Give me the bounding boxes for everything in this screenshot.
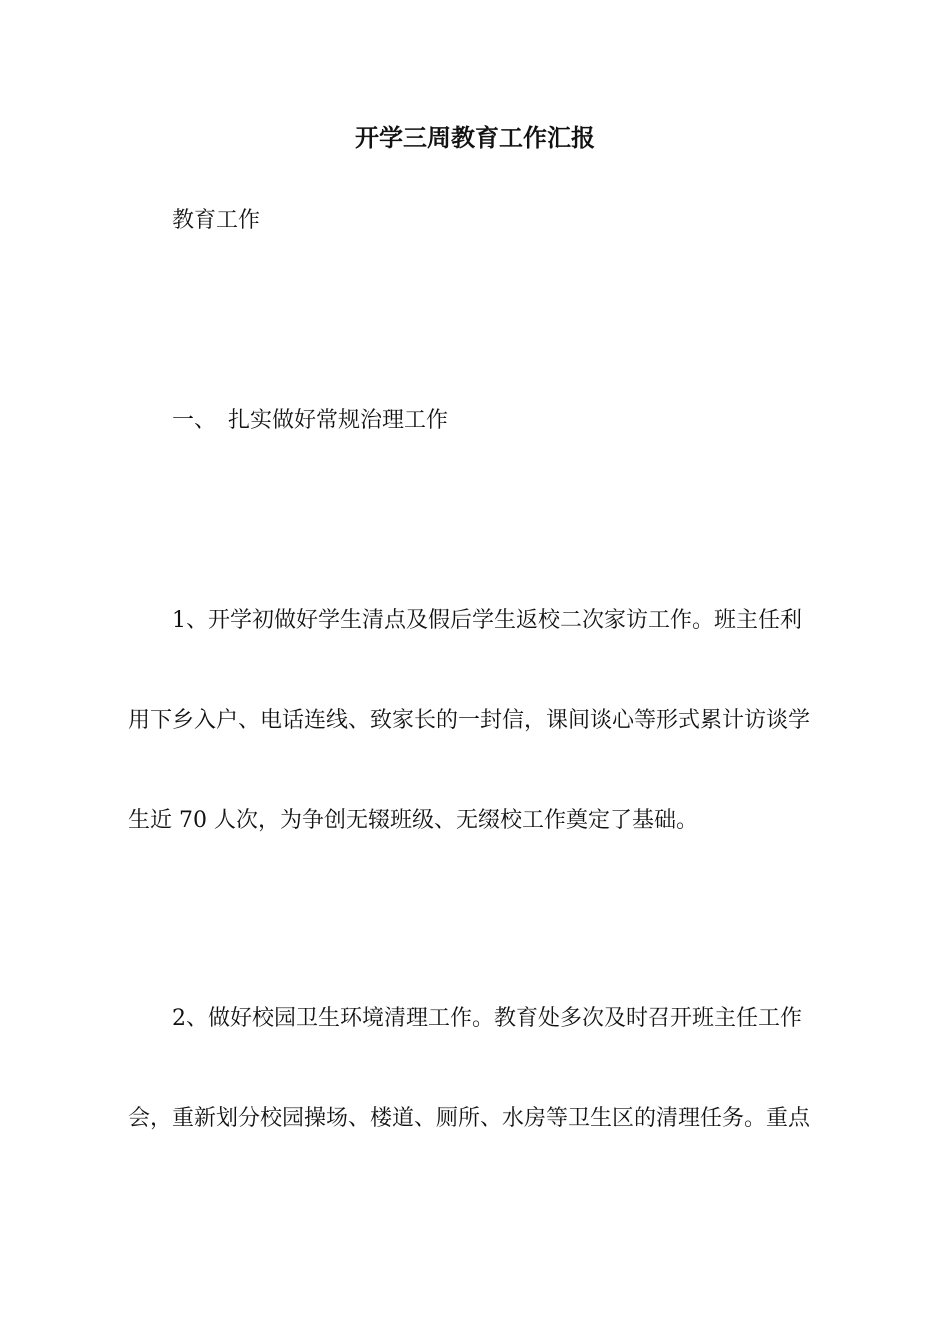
paragraph-line: 用下乡入户、电话连线、致家长的一封信，课间谈心等形式累计访谈学 [128, 708, 811, 733]
paragraph-line: 1、开学初做好学生清点及假后学生返校二次家访工作。班主任利 [172, 608, 802, 633]
paragraph-line: 会，重新划分校园操场、楼道、厕所、水房等卫生区的清理任务。重点 [128, 1106, 811, 1131]
paragraph-line: 2、做好校园卫生环境清理工作。教育处多次及时召开班主任工作 [172, 1006, 802, 1031]
heading-one [172, 406, 872, 436]
document-title: 开学三周教育工作汇报 [355, 124, 595, 152]
heading-one-number: 一、 [172, 408, 217, 433]
heading-one-text: 扎实做好常规治理工作 [228, 408, 449, 433]
paragraph-line: 生近 70 人次，为争创无辍班级、无缀校工作奠定了基础。 [128, 808, 698, 833]
section-label: 教育工作 [172, 208, 261, 233]
